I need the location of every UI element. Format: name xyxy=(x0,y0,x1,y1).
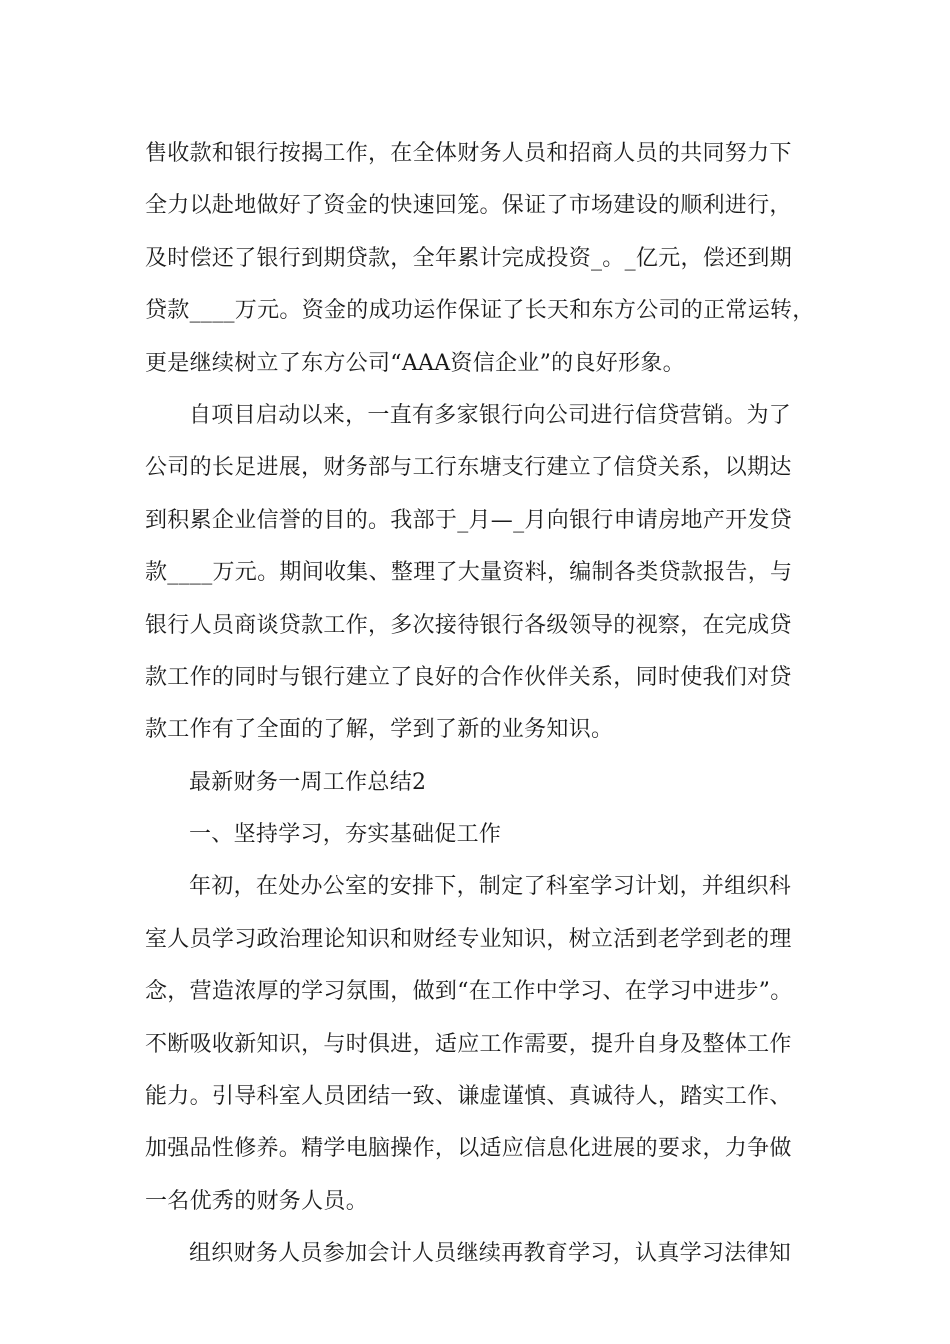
text-line: 公司的长足进展，财务部与工行东塘支行建立了信贷关系，以期达 xyxy=(145,455,792,481)
paragraph-first-line: 自项目启动以来，一直有多家银行向公司进行信贷营销。为了 xyxy=(189,402,792,428)
text-line: 念，营造浓厚的学习氛围，做到“在工作中学习、在学习中进步”。 xyxy=(145,979,793,1005)
text-line: 能力。引导科室人员团结一致、谦虚谨慎、真诚待人，踏实工作、 xyxy=(145,1084,792,1110)
text-line: 款工作有了全面的了解，学到了新的业务知识。 xyxy=(145,717,614,743)
text-line: 贷款____万元。资金的成功运作保证了长天和东方公司的正常运转， xyxy=(145,298,815,324)
text-line: 及时偿还了银行到期贷款，全年累计完成投资_。_亿元，偿还到期 xyxy=(145,245,793,271)
text-line: 不断吸收新知识，与时俱进，适应工作需要，提升自身及整体工作 xyxy=(145,1031,792,1057)
text-line: 银行人员商谈贷款工作，多次接待银行各级领导的视察，在完成贷 xyxy=(145,612,792,638)
text-line: 全力以赴地做好了资金的快速回笼。保证了市场建设的顺利进行， xyxy=(145,193,792,219)
text-line: 款____万元。期间收集、整理了大量资料，编制各类贷款报告，与 xyxy=(145,560,793,586)
text-line: 更是继续树立了东方公司“AAA资信企业”的良好形象。 xyxy=(145,350,685,376)
text-line: 加强品性修养。精学电脑操作，以适应信息化进展的要求，力争做 xyxy=(145,1136,792,1162)
section-title: 最新财务一周工作总结2 xyxy=(189,769,427,795)
text-line: 款工作的同时与银行建立了良好的合作伙伴关系，同时使我们对贷 xyxy=(145,664,792,690)
section-heading: 一、坚持学习，夯实基础促工作 xyxy=(189,822,502,848)
text-line: 到积累企业信誉的目的。我部于_月—_月向银行申请房地产开发贷 xyxy=(145,507,793,533)
paragraph-first-line: 年初，在处办公室的安排下，制定了科室学习计划，并组织科 xyxy=(189,874,792,900)
document-body xyxy=(145,128,825,1281)
text-line: 室人员学习政治理论知识和财经专业知识，树立活到老学到老的理 xyxy=(145,926,792,952)
text-line: 售收款和银行按揭工作，在全体财务人员和招商人员的共同努力下 xyxy=(145,141,792,166)
paragraph-first-line: 组织财务人员参加会计人员继续再教育学习，认真学习法律知 xyxy=(189,1241,792,1267)
text-line: 一名优秀的财务人员。 xyxy=(145,1188,369,1214)
